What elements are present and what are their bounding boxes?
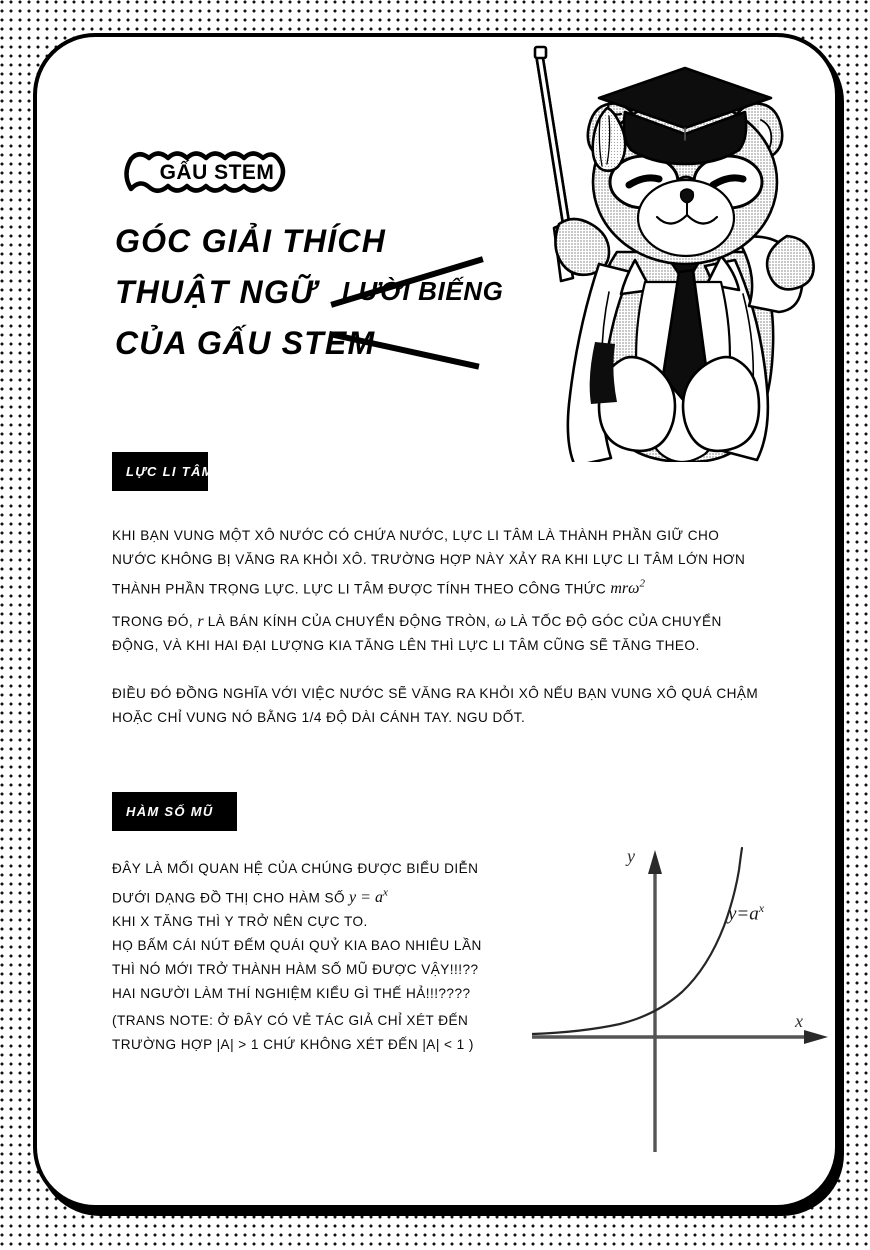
wedge-brackets (330, 242, 510, 372)
text-line-1: ĐÂY LÀ MỐI QUAN HỆ CỦA CHÚNG ĐƯỢC BIỂU DIỄN (112, 861, 479, 876)
text-line-2-prefix: DƯỚI DẠNG ĐỒ THỊ CHO HÀM SỐ (112, 890, 346, 906)
section-header-exponential-function: HÀM SỐ MŨ (112, 792, 237, 831)
title-line-2: THUẬT NGỮ (115, 274, 317, 310)
paragraph-centrifugal-definition (112, 524, 762, 601)
text-line-6: HAI NGƯỜI LÀM THÍ NGHIỆM KIỂU GÌ THẾ HẢ!!!???? (112, 986, 471, 1002)
chart-x-axis-label: x (795, 1011, 803, 1031)
symbol-omega: ω (494, 613, 507, 630)
text-line-4: HỌ BẤM CÁI NÚT ĐẾM QUÁI QUỶ KIA BAO NHIÊU LẦN (112, 938, 482, 954)
paragraph-variable-explanation (112, 610, 762, 658)
paragraph-conclusion-joke: ĐIỀU ĐÓ ĐỒNG NGHĨA VỚI VIỆC NƯỚC SẼ VĂNG RA KHỎI XÔ NẾU BẠN VUNG XÔ QUÁ CHẬM HOẶC CHỈ VUNG NÓ BẰNG 1/4 ĐỘ DÀI CÁNH TAY. NGU DỐT. (112, 686, 759, 725)
title-line-3: CỦA GẤU STEM (115, 325, 376, 361)
comic-page-panel (33, 33, 839, 1209)
paragraph-text: TRONG ĐÓ, (112, 614, 198, 629)
paragraph-text: KHI BẠN VUNG MỘT XÔ NƯỚC CÓ CHỨA NƯỚC, LỰC LI TÂM LÀ THÀNH PHẦN GIỮ CHO NƯỚC KHÔNG BỊ VĂNG RA KHỎI XÔ. TRƯỜNG HỢP NÀY XẢY RA KHI LỰC LI TÂM LỚN HƠN THÀNH PHẦN TRỌNG LỰC. LỰC LI TÂM ĐƯỢC TÍNH THEO CÔNG THỨC (112, 528, 746, 597)
wedge-label: LƯỜI BIẾNG (342, 276, 504, 306)
exponential-function-chart (532, 822, 832, 1152)
title-line-1: GÓC GIẢI THÍCH (115, 223, 387, 259)
formula-exponential-inline: $y = a^x$ (349, 887, 388, 907)
trans-note-line-1: (TRANS NOTE: Ở ĐÂY CÓ VẺ TÁC GIẢ CHỈ XÉT ĐẾN (112, 1013, 469, 1028)
paragraph-exponential-explanation (112, 857, 512, 1006)
paragraph-translator-note (112, 1009, 512, 1057)
paragraph-text: LÀ TỐC ĐỘ GÓC CỦA CHUYỂN ĐỘNG, VÀ KHI HAI ĐẠI LƯỢNG KIA TĂNG LÊN THÌ LỰC LI TÂM CŨNG SẼ TĂNG THEO. (112, 614, 722, 653)
symbol-radius: r (197, 613, 204, 630)
chart-curve-label: $y=a^x$ (728, 901, 765, 925)
bubble-badge-label: GẤU STEM (159, 161, 275, 184)
bubble-badge (113, 149, 321, 199)
paragraph-text: LÀ BÁN KÍNH CỦA CHUYỂN ĐỘNG TRÒN, (203, 614, 495, 629)
chart-curve (532, 848, 742, 1034)
stem-bear-mascot-illustration (499, 42, 829, 462)
chart-y-axis-label: y (627, 846, 635, 866)
chart-axes (532, 850, 828, 1152)
trans-note-line-2: TRƯỜNG HỢP |A| > 1 CHỨ KHÔNG XÉT ĐẾN |A| < 1 ) (112, 1037, 474, 1052)
text-line-5: THÌ NÓ MỚI TRỞ THÀNH HÀM SỐ MŨ ĐƯỢC VẬY!!!?? (112, 962, 479, 978)
section-header-centrifugal-force: LỰC LI TÂM (112, 452, 208, 491)
text-line-3: KHI X TĂNG THÌ Y TRỞ NÊN CỰC TO. (112, 914, 368, 930)
formula-centrifugal: mrω$^2$ (610, 578, 645, 598)
